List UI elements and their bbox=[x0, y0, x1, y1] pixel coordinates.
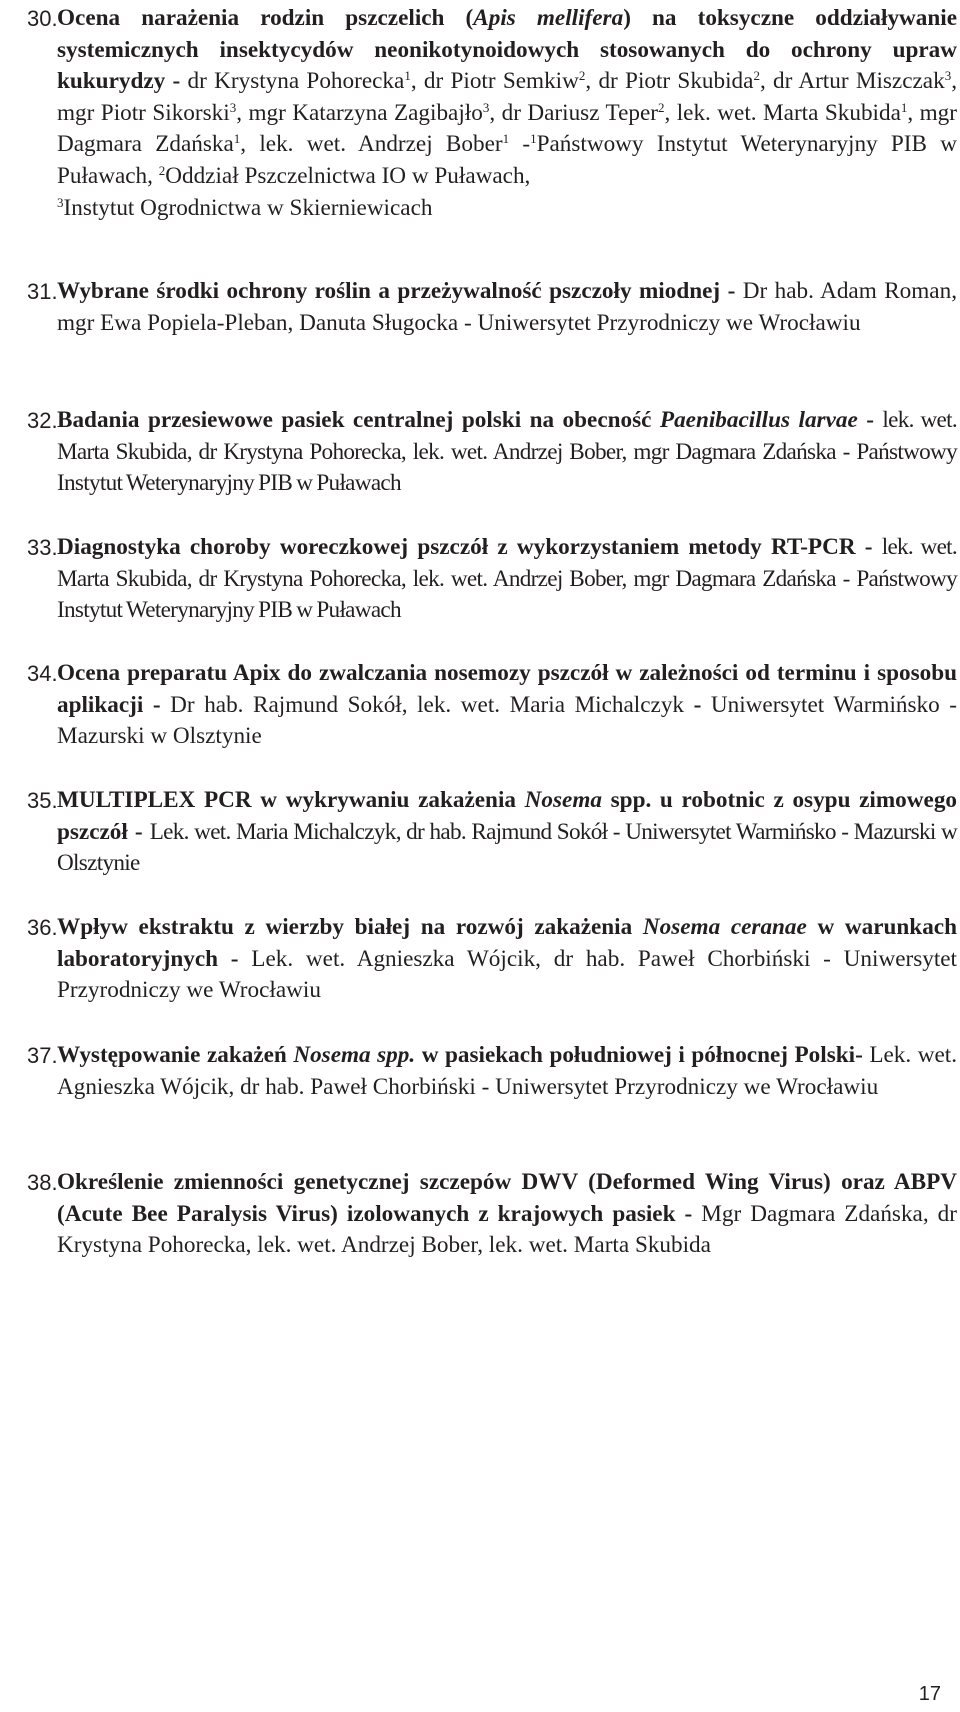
entry-number: 33. bbox=[27, 535, 58, 560]
entry-body bbox=[57, 658, 957, 753]
entry-number: 38. bbox=[27, 1170, 58, 1195]
entry-number: 34. bbox=[27, 661, 58, 686]
entry-body bbox=[57, 405, 957, 500]
entry-authors: lek. wet. Marta Skubida, dr Krystyna Pohorecka, lek. wet. Andrzej Bober, mgr Dagmara Zdańska - Państwowy Instytut Weterynaryjny PIB w Puławach bbox=[57, 534, 957, 624]
entry-authors: Lek. wet. Agnieszka Wójcik, dr hab. Paweł Chorbiński - Uniwersytet Przyrodniczy we Wrocławiu bbox=[57, 1042, 957, 1100]
entry-body bbox=[57, 3, 957, 224]
page-number: 17 bbox=[918, 1683, 941, 1705]
entry-body bbox=[57, 1167, 957, 1262]
entry-title: Diagnostyka choroby woreczkowej pszczół z wykorzystaniem metody RT-PCR - bbox=[57, 534, 882, 560]
entry-authors: Dr hab. Adam Roman, mgr Ewa Popiela-Pleban, Danuta Sługocka - Uniwersytet Przyrodniczy we Wrocławiu bbox=[57, 278, 957, 336]
entry-title: Wpływ ekstraktu z wierzby białej na rozwój zakażenia Nosema ceranae w warunkach laboratoryjnych - bbox=[57, 914, 957, 972]
entry-title: Ocena narażenia rodzin pszczelich (Apis mellifera) na toksyczne oddziaływanie systemicznych insektycydów neonikotynoidowych stosowanych do ochrony upraw kukurydzy - bbox=[57, 5, 958, 95]
entry-authors: Lek. wet. Maria Michalczyk, dr hab. Rajmund Sokół - Uniwersytet Warmińsko - Mazurski w Olsztynie bbox=[57, 818, 957, 877]
entry-body bbox=[57, 276, 957, 339]
entry-authors: Lek. wet. Agnieszka Wójcik, dr hab. Paweł Chorbiński - Uniwersytet Przyrodniczy we Wrocławiu bbox=[57, 945, 958, 1004]
entry-number: 30. bbox=[27, 6, 58, 31]
entry-body bbox=[57, 1040, 957, 1103]
entry-title: Wybrane środki ochrony roślin a przeżywalność pszczoły miodnej - bbox=[57, 278, 743, 304]
entry-separator: - bbox=[684, 691, 711, 718]
entry-body bbox=[57, 532, 957, 627]
entry-body bbox=[57, 912, 957, 1007]
entry-authors: lek. wet. Marta Skubida, dr Krystyna Pohorecka, lek. wet. Andrzej Bober, mgr Dagmara Zdańska - Państwowy Instytut Weterynaryjny PIB w Puławach bbox=[57, 407, 957, 497]
entry-body bbox=[57, 785, 957, 880]
entry-number: 31. bbox=[27, 279, 58, 304]
entry-authors: dr Krystyna Pohorecka$^1$, dr Piotr Semkiw$^2$, dr Piotr Skubida$^2$, dr Artur Miszczak$^3$, mgr Piotr Sikorski$^3$, mgr Katarzyna Zagibajło$^3$, dr Dariusz Teper$^2$, lek. wet. Marta Skubida$^1$, mgr Dagmara Zdańska$^1$, lek. wet. Andrzej Bober$^1$ -$^1$Państwowy Instytut Weterynaryjny PIB w Puławach, $^2$Oddział Pszczelnictwa IO w Puławach, $^3$Instytut Ogrodnictwa w Skierniewicach bbox=[57, 68, 957, 221]
entry-authors: Mgr Dagmara Zdańska, dr Krystyna Pohorecka, lek. wet. Andrzej Bober, lek. wet. Marta Skubida bbox=[57, 1200, 957, 1259]
entry-number: 36. bbox=[27, 915, 58, 940]
entry-number: 32. bbox=[27, 408, 58, 433]
entry-title: Określenie zmienności genetycznej szczepów DWV (Deformed Wing Virus) oraz ABPV (Acute Bee Paralysis Virus) izolowanych z krajowych pasiek - bbox=[57, 1169, 957, 1227]
entry-title: Występowanie zakażeń Nosema spp. w pasiekach południowej i północnej Polski- bbox=[57, 1042, 870, 1068]
entry-title: Ocena preparatu Apix do zwalczania nosemozy pszczół w zależności od terminu i sposobu aplikacji - bbox=[57, 660, 957, 718]
entry-title: Badania przesiewowe pasiek centralnej polski na obecność Paenibacillus larvae - bbox=[57, 407, 883, 433]
entry-title: MULTIPLEX PCR w wykrywaniu zakażenia Nosema spp. u robotnic z osypu zimowego pszczół - bbox=[57, 787, 958, 845]
entry-number: 35. bbox=[27, 788, 58, 813]
entry-number: 37. bbox=[27, 1043, 58, 1068]
entry-affiliation: Uniwersytet Warmińsko - Mazurski w Olsztynie bbox=[57, 691, 957, 750]
entry-authors: Dr hab. Rajmund Sokół, lek. wet. Maria Michalczyk bbox=[170, 691, 685, 718]
